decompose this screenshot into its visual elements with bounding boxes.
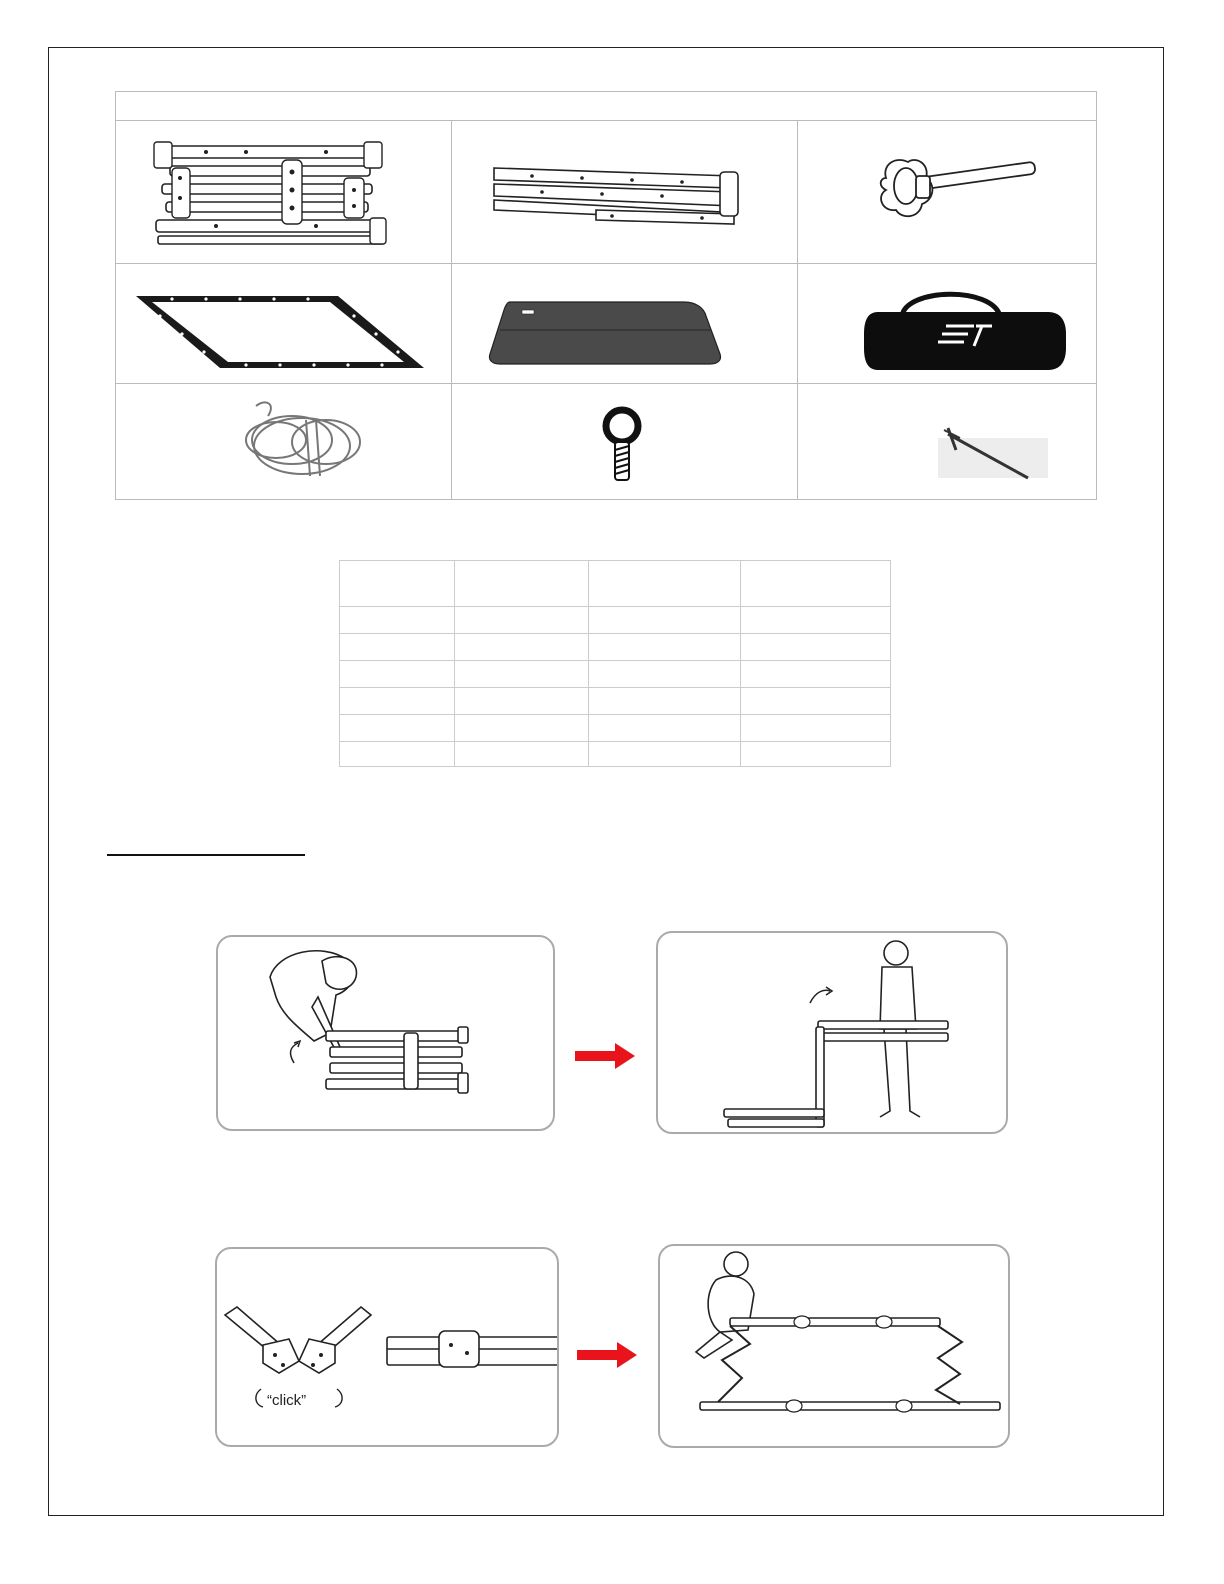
- parts-cell-eyebolt: [452, 384, 798, 500]
- parts-cell-frame: [116, 120, 452, 263]
- rope-icon: [116, 384, 452, 500]
- parts-table-header: [116, 92, 1096, 121]
- click-joint-icon: [217, 1249, 559, 1447]
- red-arrow-icon: [575, 1043, 635, 1069]
- table-divider: [340, 660, 890, 661]
- section-heading-underline: [107, 854, 305, 856]
- step-1-illustration: [216, 935, 555, 1131]
- table-divider: [740, 561, 741, 766]
- parts-table: [115, 91, 1097, 500]
- table-divider: [454, 561, 455, 766]
- table-divider: [340, 714, 890, 715]
- parts-row: [116, 264, 1096, 384]
- carrying-bag-icon: [798, 264, 1097, 384]
- person-spreading-frame-icon: [660, 1246, 1010, 1448]
- leg-assembly-icon: [452, 120, 798, 264]
- ground-stake-icon: [798, 384, 1097, 500]
- knob-screw-icon: [798, 120, 1097, 264]
- red-arrow-icon: [577, 1342, 637, 1368]
- parts-cell-rope: [116, 384, 452, 500]
- step-4-illustration: [658, 1244, 1010, 1448]
- parts-cell-legs: [452, 120, 798, 263]
- person-unfolding-frame-icon: [218, 937, 555, 1131]
- table-divider: [340, 741, 890, 742]
- click-label: “click”: [267, 1392, 307, 1409]
- eye-bolt-icon: [452, 384, 798, 500]
- parts-cell-knob: [798, 120, 1097, 263]
- parts-cell-bag: [798, 264, 1097, 383]
- table-divider: [340, 606, 890, 607]
- person-lifting-frame-icon: [658, 933, 1008, 1134]
- folded-frame-icon: [116, 120, 452, 264]
- cover-mat-icon: [452, 264, 798, 384]
- parts-row: [116, 384, 1096, 500]
- step-3-illustration: [215, 1247, 559, 1447]
- screen-material-icon: [116, 264, 452, 384]
- parts-cell-screen: [116, 264, 452, 383]
- parts-cell-stake: [798, 384, 1097, 500]
- table-divider: [340, 633, 890, 634]
- parts-row: [116, 120, 1096, 264]
- table-divider: [588, 561, 589, 766]
- parts-cell-mat: [452, 264, 798, 383]
- step-2-illustration: [656, 931, 1008, 1134]
- table-divider: [340, 687, 890, 688]
- size-table: [339, 560, 891, 767]
